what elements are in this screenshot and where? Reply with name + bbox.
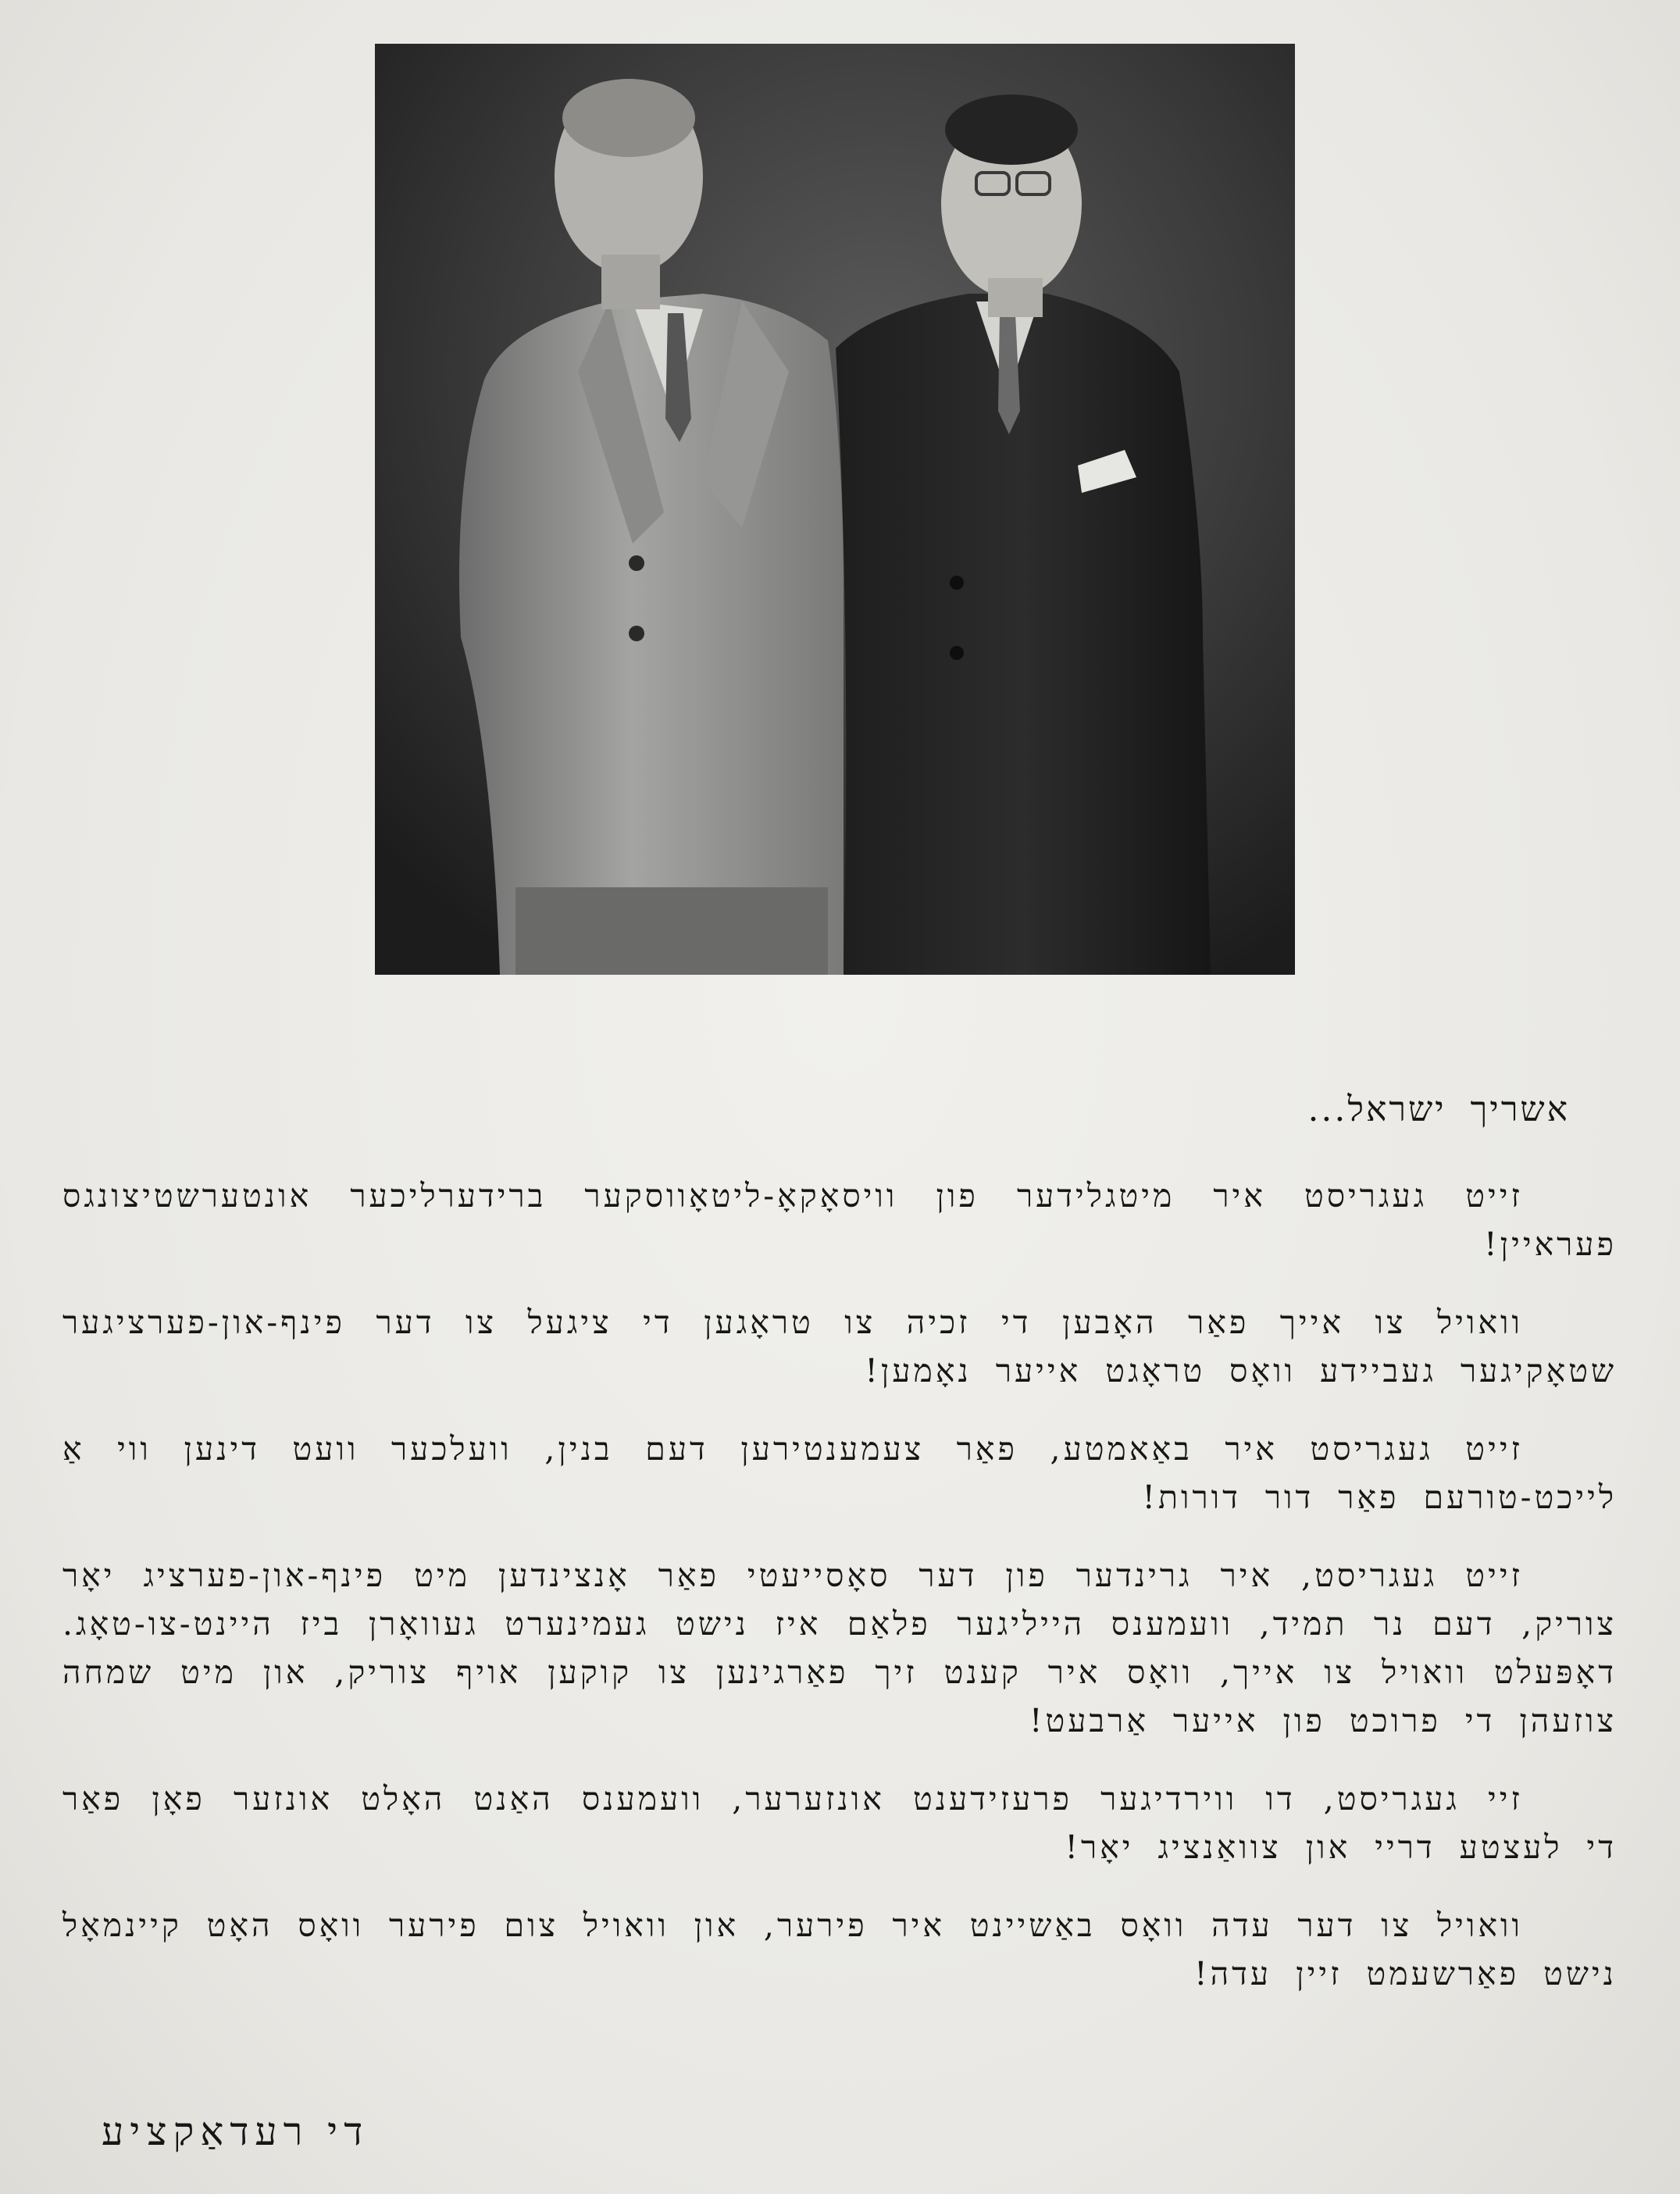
article-paragraph: וואויל צו דער עדה וואָס באַשיינט איר פירער, און וואויל צום פירער וואָס האָט קיינמאָל נישט פאַרשעמט זיין עדה!: [62, 1907, 1617, 1992]
article-paragraph: זייט געגריסט איר מיטגלידער פון וויסאָקאָ-ליטאָווסקער ברידערליכער אונטערשטיצונגס פעראיין!: [62, 1177, 1617, 1263]
article-greeting: אשריך ישראל...: [1307, 1090, 1570, 1129]
article-signature: די רעדאַקציע: [102, 2109, 369, 2154]
article-paragraph: זייט געגריסט, איר גרינדער פון דער סאָסייעטי פאַר אָנצינדען מיט פינף-און-פערציג יאָר צוריק, דעם נר תמיד, וועמענס הייליגער פלאַם איז נישט געמינערט געוואָרן ביז היינט-צו-טאָג. דאָפּעלט וואויל צו אייך, וואָס איר קענט זיך פאַרגינען צו קוקען אויף צוריק, און מיט שמחה צוזעהן די פרוכט פון אייער אַרבעט!: [62, 1557, 1617, 1739]
article-paragraph: זיי געגריסט, דו ווירדיגער פרעזידענט אונזערער, וועמענס האַנט האָלט אונזער פאָן פאַר די לעצטע דריי און צוואַנציג יאָר!: [62, 1780, 1617, 1866]
article-body: [62, 1086, 1617, 2028]
article-paragraph: זייט געגריסט איר באַאמטע, פאַר צעמענטירען דעם בנין, וועלכער וועט דינען ווי אַ לייכט-טורעם פאַר דור דורות!: [62, 1430, 1617, 1516]
article-paragraph: וואויל צו אייך פאַר האָבען די זכיה צו טראָגען די ציגעל צו דער פינף-און-פערציגער שטאָקיגער געביידע וואָס טראָגט אייער נאָמען!: [62, 1304, 1617, 1390]
portrait-photo: [375, 44, 1295, 975]
portrait-photo-icon: [375, 44, 1295, 975]
